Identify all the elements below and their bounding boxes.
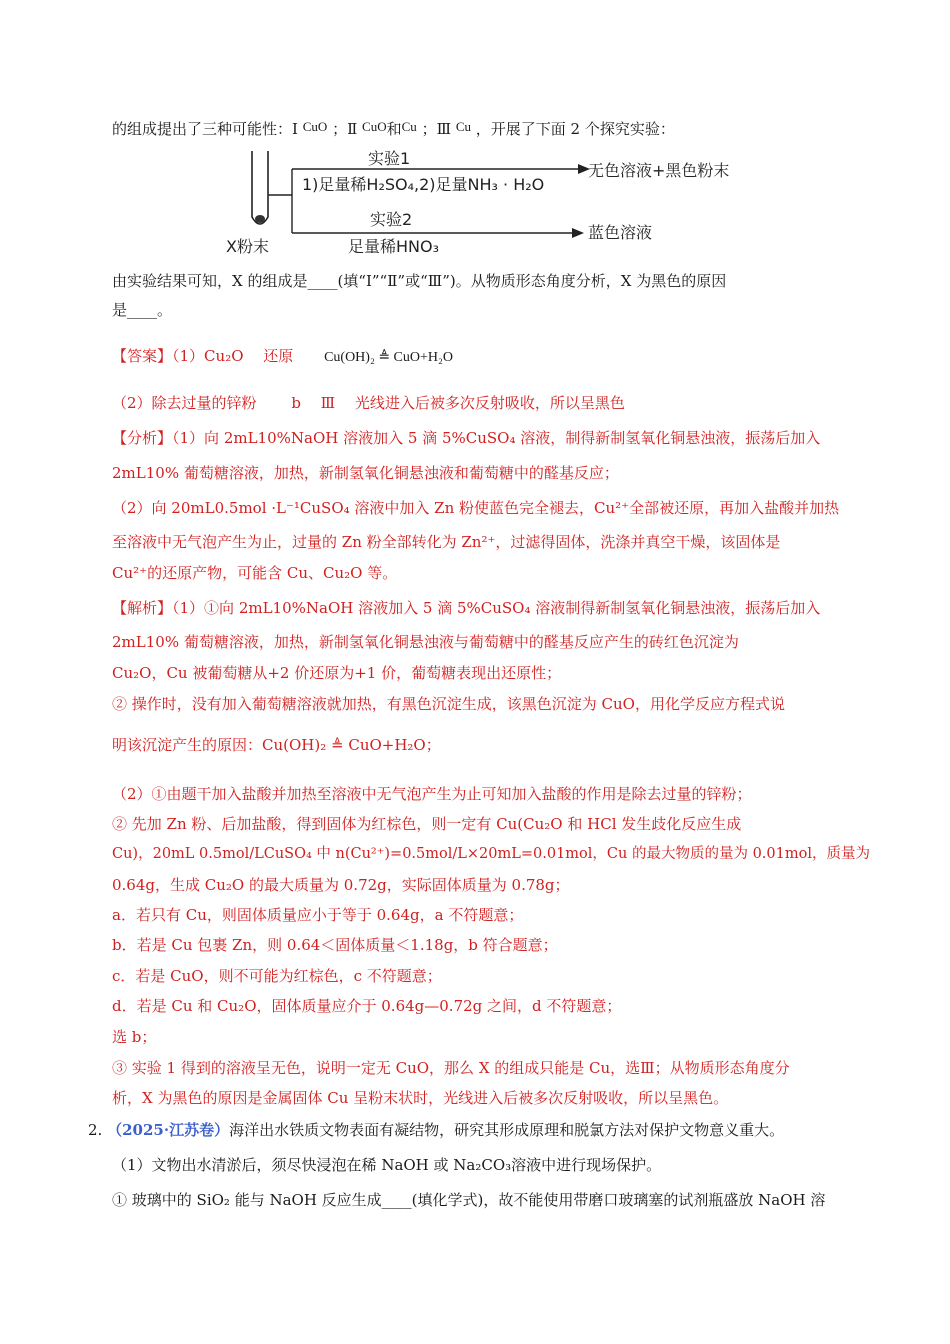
analysis-line-2: 2mL10% 葡萄糖溶液，加热，新制氢氧化铜悬浊液和葡萄糖中的醛基反应；	[112, 464, 619, 482]
exp1-reagent: 1)足量稀H₂SO₄,2)足量NH₃ · H₂O	[302, 175, 545, 194]
question-number: 2.	[88, 1121, 103, 1139]
solution-line-10: ③ 实验 1 得到的溶液呈无色，说明一定无 CuO，那么 X 的组成只能是 Cu，选Ⅲ；从物质形态角度分	[112, 1059, 790, 1077]
option-sep: ；Ⅲ	[421, 120, 452, 138]
analysis-tag: 【分析】	[112, 429, 173, 447]
question-line-2: 是____。	[112, 301, 173, 319]
analysis-line-5: Cu²⁺的还原产物，可能含 Cu、Cu₂O 等。	[112, 564, 398, 582]
solution-line-3: Cu₂O，Cu 被葡萄糖从+2 价还原为+1 价，葡萄糖表现出还原性；	[112, 664, 562, 682]
question-2-stem	[88, 1120, 784, 1140]
test-tube-icon	[252, 151, 268, 224]
solution-text: （1）①向 2mL10%NaOH 溶液加入 5 滴 5%CuSO₄ 溶液制得新制氢氧化铜悬浊液，振荡后加入	[172, 599, 821, 617]
option-3: Cu	[455, 119, 471, 134]
intro-text-end: ，开展了下面 2 个探究实验：	[475, 120, 675, 138]
arrow-head-icon	[572, 228, 584, 238]
solution-line-11: 析，X 为黑色的原因是金属固体 Cu 呈粉末状时，光线进入后被多次反射吸收，所以呈黑色。	[112, 1089, 729, 1107]
option-2: CuO	[362, 119, 387, 134]
powder-icon	[255, 215, 265, 223]
option-d: d．若是 Cu 和 Cu₂O，固体质量应介于 0.64g—0.72g 之间，d 不符题意；	[112, 997, 622, 1015]
solution-line-7: ② 先加 Zn 粉、后加盐酸，得到固体为红棕色，则一定有 Cu(Cu₂O 和 HCl 发生歧化反应生成	[112, 815, 742, 833]
analysis-line-3: （2）向 20mL0.5mol ·L⁻¹CuSO₄ 溶液中加入 Zn 粉使蓝色完全褪去，Cu²⁺全部被还原，再加入盐酸并加热	[112, 499, 840, 517]
solution-line-5: 明该沉淀产生的原因：Cu(OH)₂ ≜ CuO+H₂O；	[112, 736, 441, 754]
solution-line-2: 2mL10% 葡萄糖溶液，加热，新制氢氧化铜悬浊液与葡萄糖中的醛基反应产生的砖红色沉淀为	[112, 633, 739, 651]
option-c: c．若是 CuO，则不可能为红棕色，c 不符题意；	[112, 967, 442, 985]
option-sep: ；Ⅱ	[332, 120, 358, 138]
exp2-result: 蓝色溶液	[588, 223, 653, 242]
question-2-part-1: （1）文物出水清淤后，须尽快浸泡在稀 NaOH 或 Na₂CO₃溶液中进行现场保护。	[112, 1156, 662, 1174]
solution-tag: 【解析】	[112, 599, 173, 617]
question-source: （2025·江苏卷）	[107, 1121, 230, 1139]
option-and: 和	[386, 120, 402, 138]
answer-part-1: （1）Cu₂O 还原	[172, 347, 294, 365]
option-b: b．若是 Cu 包裹 Zn，则 0.64＜固体质量＜1.18g，b 符合题意；	[112, 936, 558, 954]
answer-line-2: （2）除去过量的锌粉 b Ⅲ 光线进入后被多次反射吸收，所以呈黑色	[112, 394, 625, 412]
question-2-part-2: ① 玻璃中的 SiO₂ 能与 NaOH 反应生成____(填化学式)，故不能使用带磨口玻璃塞的试剂瓶盛放 NaOH 溶	[112, 1191, 826, 1209]
option-1: CuO	[302, 119, 328, 134]
solution-line-6: （2）①由题干加入盐酸并加热至溶液中无气泡产生为止可知加入盐酸的作用是除去过量的锌粉；	[112, 785, 752, 803]
intro-text: 的组成提出了三种可能性：Ⅰ	[112, 120, 298, 138]
option-2b: Cu	[401, 119, 417, 134]
intro-line	[112, 117, 675, 139]
answer-equation: Cu(OH)₂ ≜ CuO+H₂O	[324, 350, 454, 365]
analysis-line-4: 至溶液中无气泡产生为止，过量的 Zn 粉全部转化为 Zn²⁺，过滤得固体，洗涤并真空干燥，该固体是	[112, 533, 781, 551]
exp2-reagent: 足量稀HNO₃	[348, 237, 440, 256]
analysis-text: （1）向 2mL10%NaOH 溶液加入 5 滴 5%CuSO₄ 溶液，制得新制氢氧化铜悬浊液，振荡后加入	[172, 429, 821, 447]
exp1-result: 无色溶液+黑色粉末	[588, 161, 730, 180]
tube-label: X粉末	[226, 237, 269, 256]
solution-line-8: Cu)，20mL 0.5mol/LCuSO₄ 中 n(Cu²⁺)=0.5mol/L×20mL=0.01mol，Cu 的最大物质的量为 0.01mol，质量为	[112, 846, 870, 862]
solution-line-4: ② 操作时，没有加入葡萄糖溶液就加热，有黑色沉淀生成，该黑色沉淀为 CuO，用化学反应方程式说	[112, 695, 785, 713]
exp1-label: 实验1	[368, 149, 411, 168]
solution-line-1	[112, 598, 820, 618]
answer-tag: 【答案】	[112, 347, 173, 365]
analysis-line-1	[112, 428, 820, 448]
answer-line-1	[112, 346, 453, 368]
experiment-diagram	[210, 145, 730, 263]
option-a: a．若只有 Cu，则固体质量应小于等于 0.64g，a 不符题意；	[112, 906, 524, 924]
question-line-1: 由实验结果可知，X 的组成是____(填“Ⅰ”“Ⅱ”或“Ⅲ”)。从物质形态角度分析，X 为黑色的原因	[112, 272, 727, 290]
choose-line: 选 b；	[112, 1028, 157, 1046]
question-stem: 海洋出水铁质文物表面有凝结物，研究其形成原理和脱氯方法对保护文物意义重大。	[229, 1121, 785, 1139]
solution-line-9: 0.64g，生成 Cu₂O 的最大质量为 0.72g，实际固体质量为 0.78g；	[112, 876, 570, 894]
exp2-label: 实验2	[370, 210, 413, 229]
